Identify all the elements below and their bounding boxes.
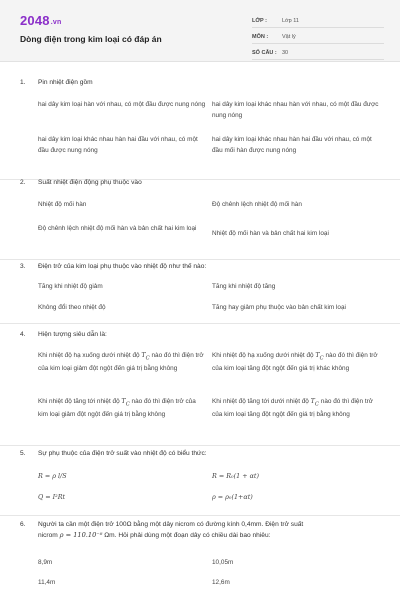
answer-option[interactable]: Khi nhiệt độ hạ xuống dưới nhiệt độ $T_C$ nào đó thì điện trở của kim loại giảm đột ngột đến giá trị bằng không	[38, 351, 204, 372]
meta-row-subject	[252, 30, 384, 44]
answer-option[interactable]: ρ = ρ₀(1+αt)	[212, 493, 253, 501]
document-header	[0, 0, 400, 62]
answer-option[interactable]: Tăng khi nhiệt độ tăng	[212, 283, 276, 290]
question-stem: 3. Điện trở của kim loại phụ thuộc vào nhiệt độ như thế nào:	[20, 263, 207, 270]
site-logo[interactable]	[20, 13, 61, 28]
answer-option[interactable]: Q = I²Rt	[38, 493, 66, 501]
formula: ρ = 110.10⁻⁸	[59, 531, 103, 539]
question-5	[0, 449, 400, 516]
question-1	[0, 78, 400, 180]
answer-option[interactable]: 12,6m	[212, 579, 230, 586]
answer-option[interactable]: Độ chênh lệch nhiệt độ mối hàn	[212, 201, 302, 208]
meta-key: SỐ CÂU :	[252, 49, 277, 56]
answer-option[interactable]: 11,4m	[38, 579, 56, 586]
meta-value: Vật lý	[282, 33, 296, 40]
meta-value: Lớp 11	[282, 17, 299, 24]
answer-option[interactable]: 8,9m	[38, 559, 53, 566]
meta-key: LỚP :	[252, 17, 267, 24]
question-stem: 4. Hiện tượng siêu dẫn là:	[20, 331, 107, 338]
logo-suffix: .vn	[50, 19, 62, 26]
answer-option[interactable]: Khi nhiệt độ tăng tới dưới nhiệt độ $T_C$ nào đó thì điện trở của kim loại tăng đột ngột đến giá trị bằng không	[212, 397, 373, 418]
answer-option[interactable]: Tăng hay giảm phụ thuộc vào bản chất kim loại	[212, 304, 346, 311]
answer-option[interactable]: Không đổi theo nhiệt độ	[38, 304, 106, 311]
question-stem: 5. Sự phụ thuộc của điện trở suất vào nhiệt độ có biểu thức:	[20, 450, 207, 457]
meta-value: 30	[282, 49, 289, 56]
answer-option[interactable]: Nhiệt độ mối hàn và bản chất hai kim loại	[212, 230, 329, 237]
question-3	[0, 262, 400, 324]
answer-option[interactable]: Độ chênh lệch nhiệt độ mối hàn và bản chất hai kim loại	[38, 225, 197, 232]
answer-option[interactable]: hai dây kim loại khác nhau hàn với nhau, có một đầu được nung nóng	[212, 101, 379, 119]
question-stem: 6. Người ta cần một điện trở 100Ω bằng một dây nicrom có đường kính 0,4mm. Điện trở suất nicrom ρ = 110.10⁻⁸ Ωm. Hỏi phải dùng một đoạn dây có chiều dài bao nhiêu:	[20, 521, 304, 539]
logo-text: 2048	[20, 13, 50, 28]
answer-option[interactable]: Khi nhiệt độ tăng tới nhiệt độ $T_C$ nào đó thì điện trở của kim loại giảm đột ngột đến giá trị bằng không	[38, 397, 196, 418]
answer-option[interactable]: 10,05m	[212, 559, 234, 566]
meta-row-class	[252, 14, 384, 28]
answer-option[interactable]: Nhiệt độ mối hàn	[38, 201, 87, 208]
question-6	[0, 520, 400, 600]
answer-option[interactable]: R = R₀(1 + αt)	[212, 472, 259, 480]
answer-option[interactable]: Khi nhiệt độ hạ xuống dưới nhiệt độ $T_C$ nào đó thì điện trở của kim loại tăng đột ngột đến giá trị khác không	[212, 351, 378, 372]
answer-option[interactable]: hai dây kim loại khác nhau hàn hai đầu với nhau, có một đầu được nung nóng	[38, 136, 198, 154]
document-meta	[252, 14, 384, 62]
answer-option[interactable]: hai dây kim loại khác nhau hàn hai đầu với nhau, có một đầu mối hàn được nung nóng	[212, 136, 372, 154]
question-4	[0, 330, 400, 446]
meta-key: MÔN :	[252, 33, 269, 40]
document-title: Dòng điện trong kim loại có đáp án	[20, 34, 162, 44]
meta-row-count	[252, 46, 384, 60]
question-stem: 2. Suất nhiệt điện động phụ thuộc vào	[20, 179, 142, 186]
answer-option[interactable]: R = ρ l/S	[38, 472, 67, 480]
answer-option[interactable]: hai dây kim loại hàn với nhau, có một đầu được nung nóng	[38, 101, 206, 108]
answer-option[interactable]: Tăng khi nhiệt độ giảm	[38, 283, 103, 290]
question-2	[0, 178, 400, 260]
question-stem: 1. Pin nhiệt điện gồm	[20, 79, 93, 86]
